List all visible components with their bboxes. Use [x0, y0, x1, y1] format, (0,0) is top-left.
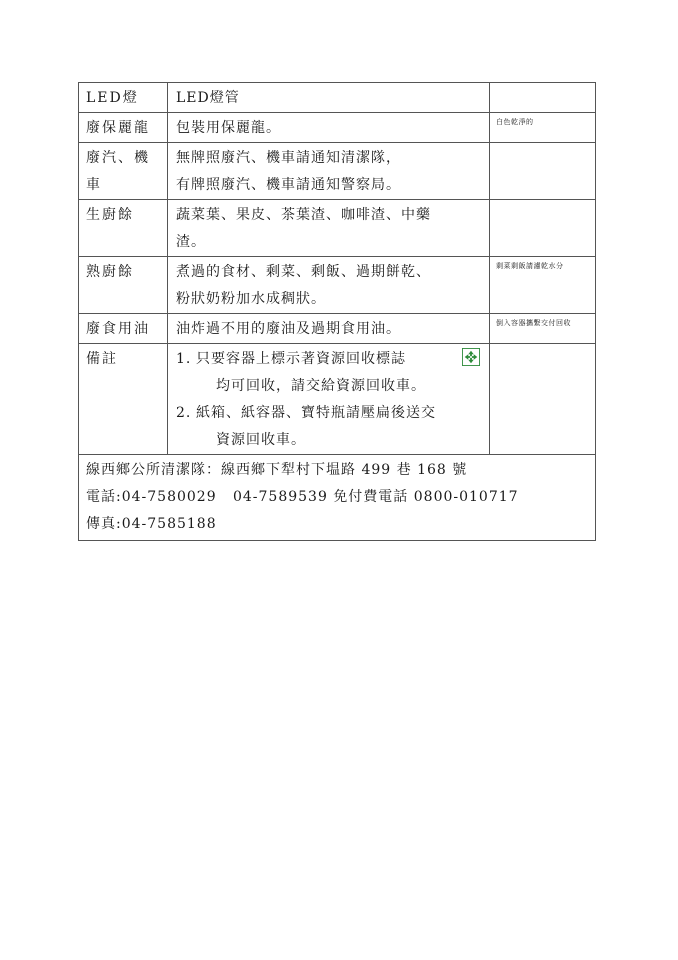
category-cooked-kitchen-waste: 熟廚餘 — [86, 264, 134, 280]
note-raw-kitchen-waste — [490, 200, 595, 204]
desc-raw-kitchen-waste: 蔬菜葉、果皮、茶葉渣、咖啡渣、中藥 渣。 — [176, 207, 431, 250]
desc-styrofoam: 包裝用保麗龍。 — [176, 120, 281, 136]
table-row — [79, 344, 596, 455]
footer-address: 線西鄉公所清潔隊：線西鄉下犁村下塭路 499 巷 168 號 — [86, 462, 468, 478]
footer-phone: 電話:04-7580029 04-7589539 免付費電話 0800-010717 — [86, 489, 519, 505]
category-styrofoam: 廢保麗龍 — [86, 120, 150, 136]
remark-item: 1. 只要容器上標示著資源回收標誌 均可回收，請交給資源回收車。 — [176, 351, 426, 394]
category-raw-kitchen-waste: 生廚餘 — [86, 207, 134, 223]
table-row — [79, 257, 596, 314]
desc-led: LED燈管 — [176, 90, 240, 106]
table-row — [79, 113, 596, 143]
table-row — [79, 83, 596, 113]
footer-row — [79, 455, 596, 541]
category-remarks: 備註 — [86, 351, 118, 367]
category-led: LED燈 — [86, 90, 139, 106]
recycle-icon — [462, 348, 480, 366]
note-vehicles — [490, 143, 595, 147]
desc-cooking-oil: 油炸過不用的廢油及過期食用油。 — [176, 321, 401, 337]
footer-fax: 傳真:04-7585188 — [86, 516, 217, 532]
footer-contact — [79, 455, 595, 540]
remark-item: 2. 紙箱、紙容器、寶特瓶請壓扁後送交 資源回收車。 — [176, 405, 436, 448]
recycling-table — [78, 82, 596, 541]
note-styrofoam: 白色乾淨的 — [496, 118, 534, 126]
category-vehicles: 廢汽、機 車 — [86, 150, 150, 193]
desc-cooked-kitchen-waste: 煮過的食材、剩菜、剩飯、過期餅乾、 粉狀奶粉加水成稠狀。 — [176, 264, 431, 307]
table-row — [79, 200, 596, 257]
category-cooking-oil: 廢食用油 — [86, 321, 150, 337]
note-cooked-kitchen-waste: 剩菜剩飯請濾乾水分 — [496, 262, 564, 270]
table-row — [79, 314, 596, 344]
note-cooking-oil: 倒入容器攜繫交付回收 — [496, 319, 571, 327]
note-led — [490, 83, 595, 87]
table-row — [79, 143, 596, 200]
desc-vehicles: 無牌照廢汽、機車請通知清潔隊， 有牌照廢汽、機車請通知警察局。 — [176, 150, 401, 193]
remarks-list — [168, 344, 489, 454]
